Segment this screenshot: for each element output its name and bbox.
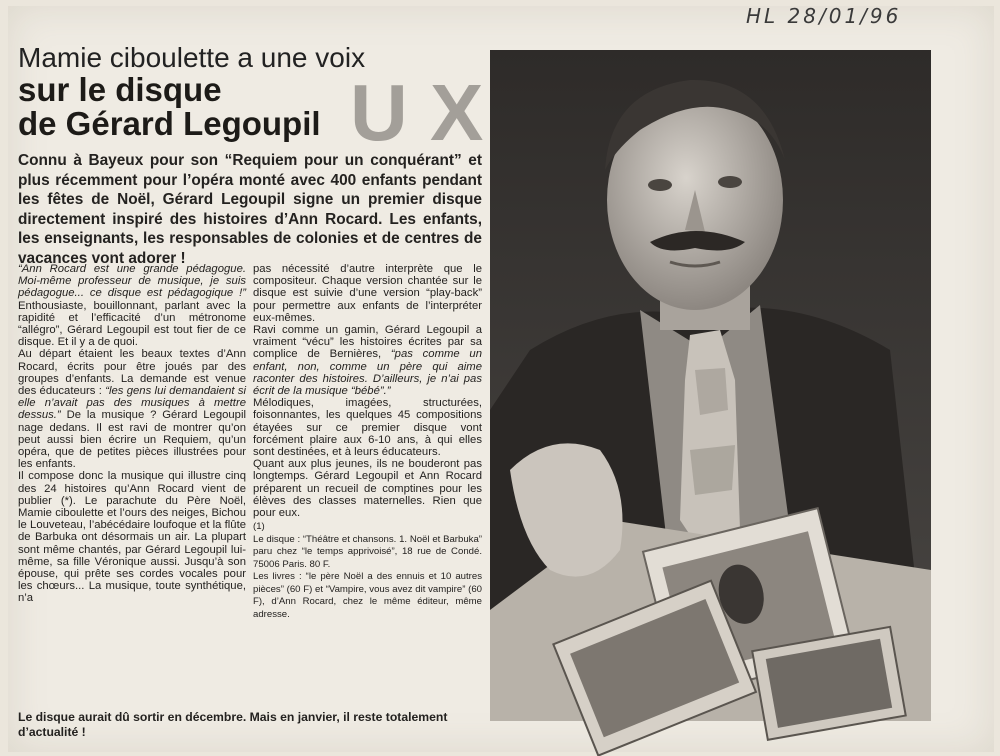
footnotes [253,521,482,621]
paragraph-text: Enthousiaste, bouillonnant, parlant avec la rapidité et l’efficacité d’un métronome “allégro”, Gérard Legoupil est tout fier de ce disque. Et il y a de quoi. [18,299,246,349]
article-column-right [253,263,482,621]
paragraph: pas nécessité d’autre interprète que le compositeur. Chaque version chantée sur le disque est suivie d’une version “play-back” pour permettre aux enfants de l’interpréter eux-mêmes. [253,263,482,324]
svg-text:U X: U X [350,68,484,157]
headline-kicker: Mamie ciboulette a une voix [18,42,366,73]
article-column-left [18,263,246,605]
headline-line-1: sur le disque [18,71,222,108]
article-lede: Connu à Bayeux pour son “Requiem pour un conquérant” et plus récemment pour l’opéra monté avec 400 enfants pendant les fêtes de Noël, Gérard Legoupil signe un premier disque directement inspiré des histoires d’Ann Rocard. Les enfants, les enseignants, les responsables de colonies et de centres de vacances vont adorer ! [18,152,482,267]
paragraph-text: De la musique ? Gérard Legoupil nage dedans. Il est ravi de montrer qu’on peut aussi bien écrire un Requiem, qu’un opéra, que de petites pièces illustrées pour les enfants. [18,409,246,471]
handwritten-note: HL 28/01/96 [746,4,902,28]
footer-note: Le disque aurait dû sortir en décembre. Mais en janvier, il reste totalement d’actualité ! [18,710,448,739]
paragraph [253,324,482,397]
quote: “Ann Rocard est une grande pédagogue. Moi-même professeur de musique, je suis pédagogue... ce disque est pédagogique !” [18,263,246,300]
paragraph-text: Ravi comme un gamin, Gérard Legoupil a vraiment “vécu” les histoires écrites par sa complice de Bernières, [253,324,482,361]
paragraph [18,348,246,470]
footnote-livres: Les livres : “le père Noël a des ennuis et 10 autres pièces” (60 F) et “Vampire, vous avez dit vampire” (60 F), d’Ann Rocard, chez le même éditeur, même adresse. [253,571,482,620]
footnote-marker: (1) [253,521,265,533]
paragraph: Il compose donc la musique qui illustre cinq des 24 histoires qu’Ann Rocard vient de publier (*). Le parachute du Père Noël, Mamie ciboulette et l’ours des neiges, Bichou le Louveteau, l’abécédaire loufoque et la flûte de Barbuka ont désormais un air. La plupart sont même chantés, par Gérard Legoupil lui-même, sa fille Véronique aussi. Jusqu’à son épouse, qui prête ses cordes vocales pour les chœurs... La musique, toute synthétique, n’a [18,470,246,605]
quote: “les gens lui demandaient si elle n’avait pas des musiques à mettre dessus.” [18,385,246,422]
paragraph [18,263,246,348]
quote: “pas comme un enfant, non, comme un père qui aime raconter des histoires. D’ailleurs, je n’ai pas écrit de la musique “bébé”.” [253,348,482,398]
headline-line-2: de Gérard Legoupil [18,105,321,142]
footnote-disque: Le disque : “Théâtre et chansons. 1. Noël et Barbuka” paru chez “le temps apprivoisé”, 18 rue de Condé. 75006 Paris. 80 F. [253,533,482,570]
paragraph-text: Au départ étaient les beaux textes d’Ann Rocard, écrits pour être joués par des groupes d’enfants. La demande est venue des éducateurs : [18,348,246,398]
paragraph: Mélodiques, imagées, structurées, foisonnantes, les quelques 45 compositions étayées sur ce premier disque vont forcément plaire aux 6-10 ans, à qui elles sont destinées, et à leurs éducateurs. [253,397,482,459]
paragraph: Quant aux plus jeunes, ils ne bouderont pas longtemps. Gérard Legoupil et Ann Rocard préparent un recueil de comptines pour les élèves des classes maternelles. Rien que pour eux. [253,458,482,520]
